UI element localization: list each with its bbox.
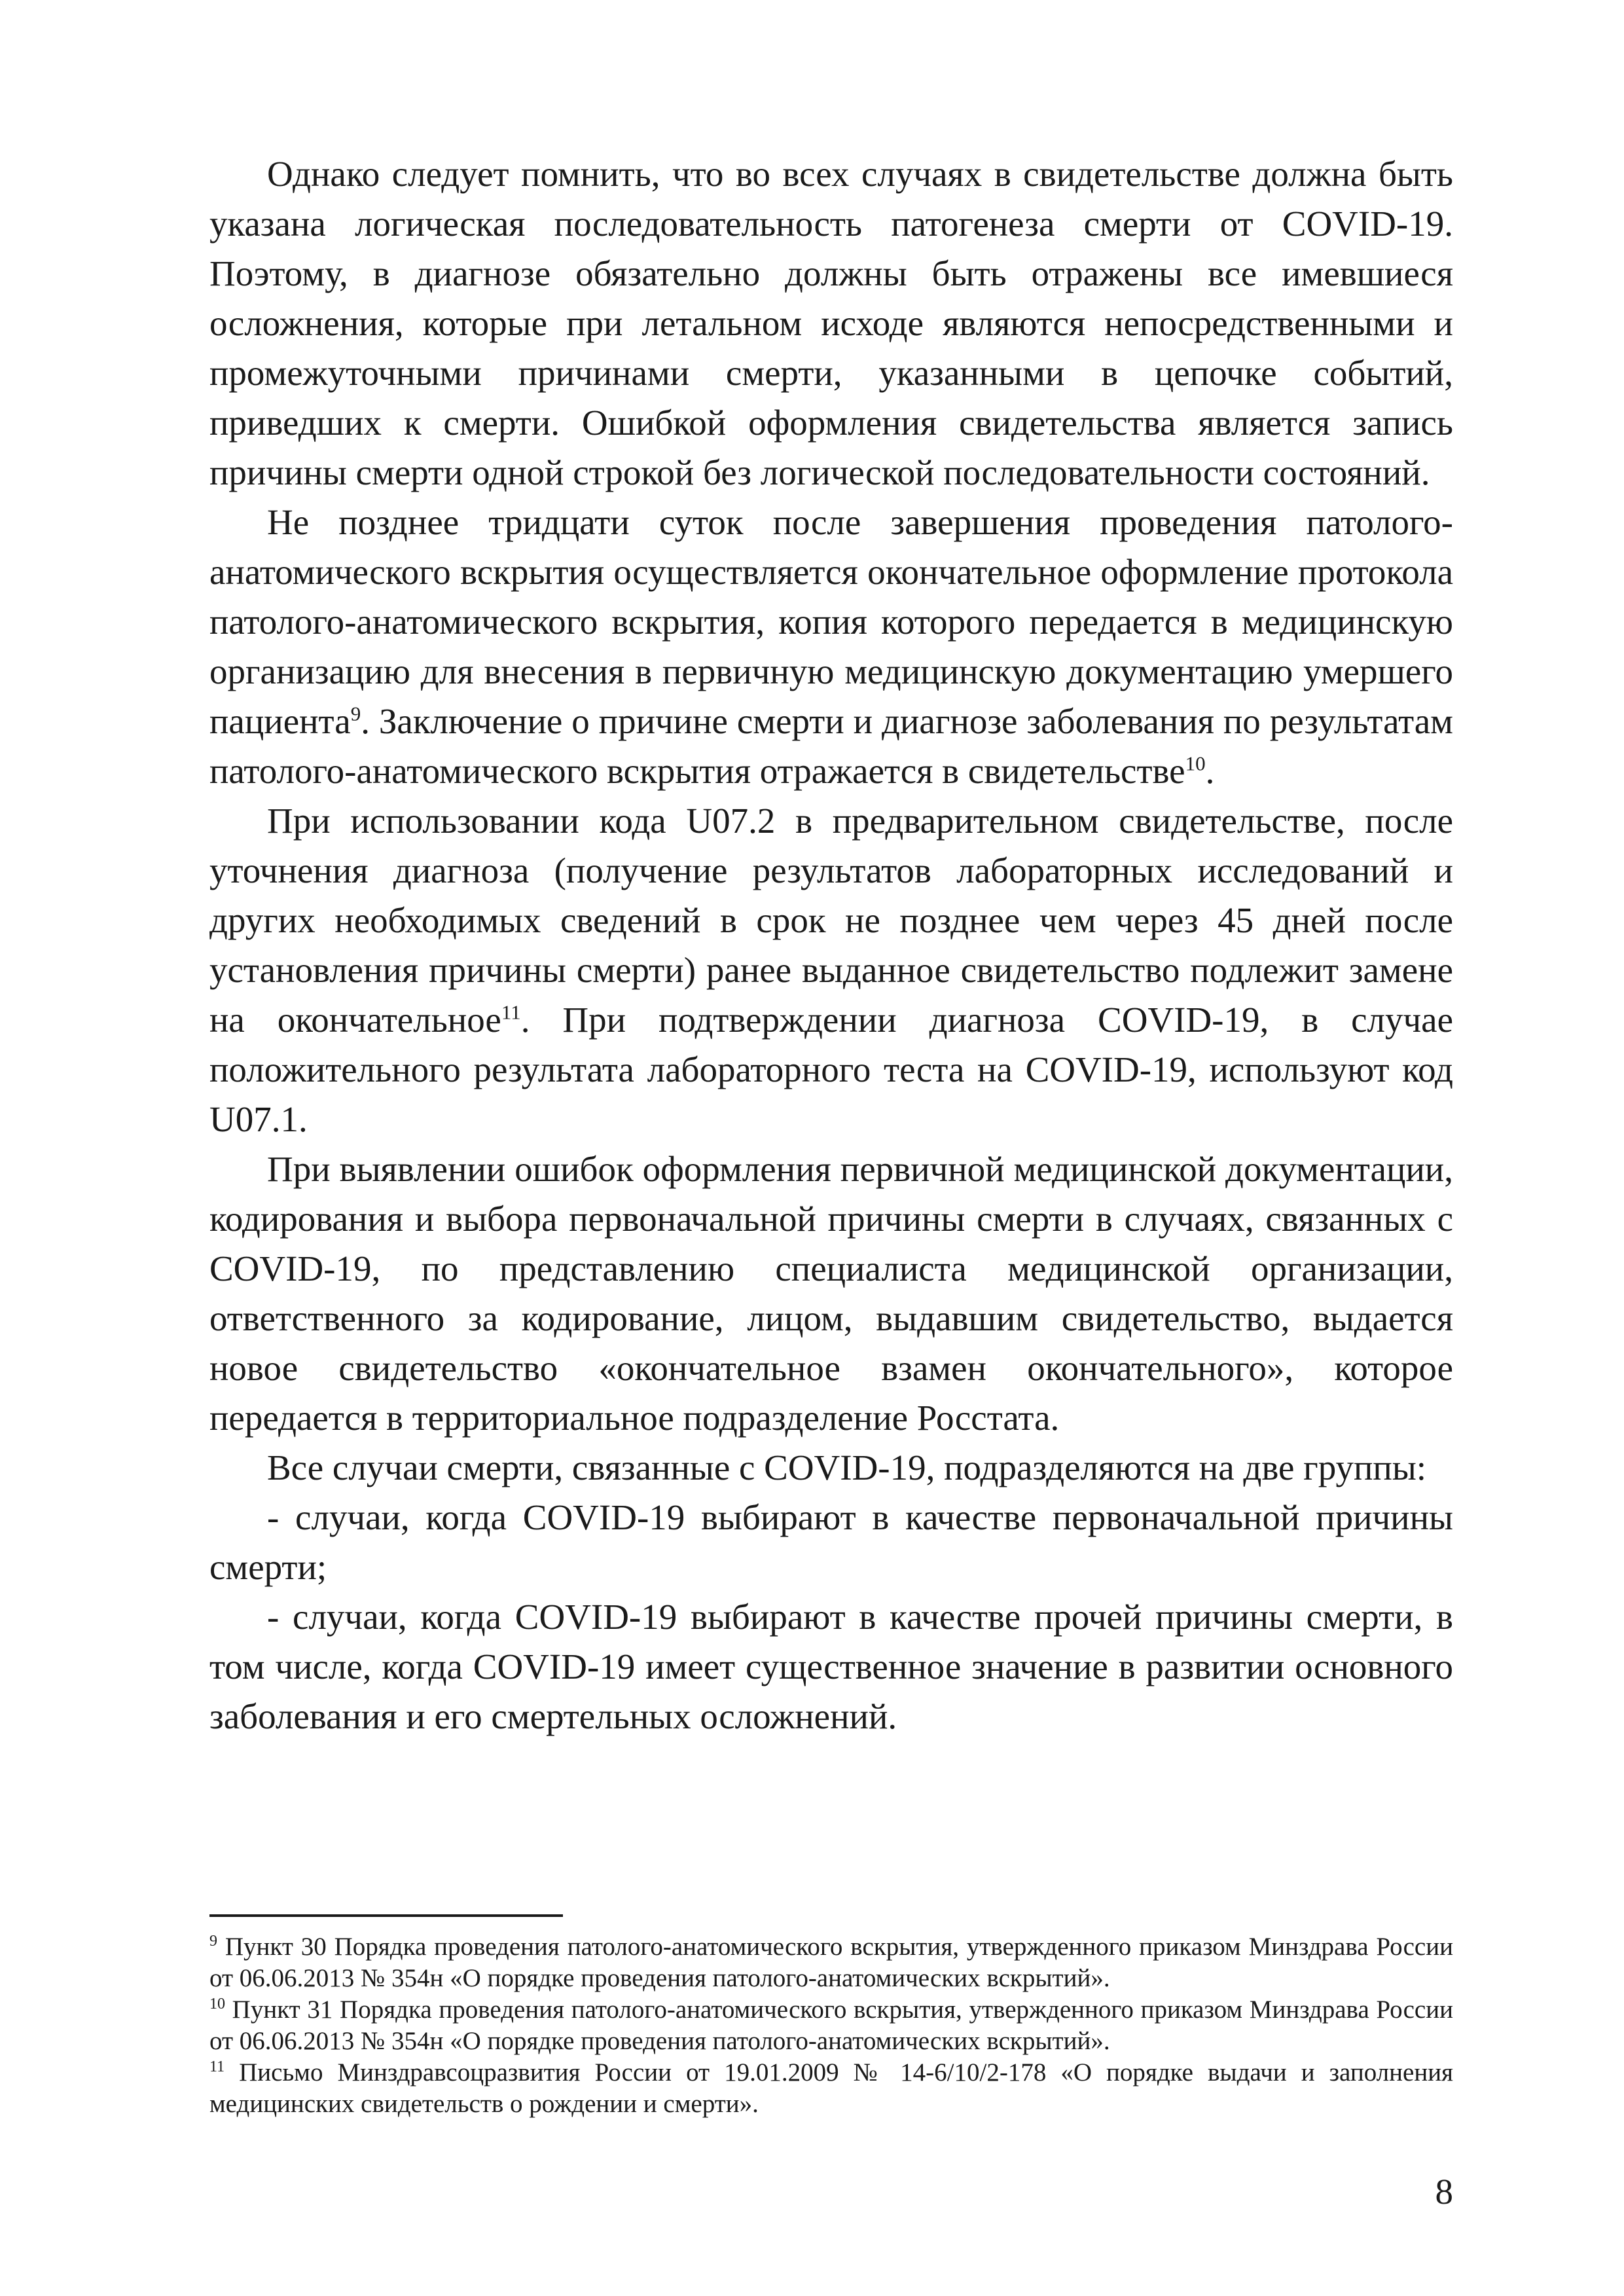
footnote-11-text: Письмо Минздравсоцразвития России от 19.01.2009 № 14-6/10/2-178 «О порядке выдачи и заполнения медицинских свидетельств о рождении и смерти». [209,2058,1453,2118]
paragraph-autopsy-protocol [209,498,1453,796]
code-text-part-1: При использовании кода U07.2 в предварительном свидетельстве, после уточнения диагноза (получение результатов лабораторных исследований и других необходимых сведений в срок не позднее чем через 45 дней после установления причины смерти) ранее выданное свидетельство подлежит замене на окончательное [209,801,1453,1040]
paragraph-death-certificate-logic: Однако следует помнить, что во всех случаях в свидетельстве должна быть указана логическая последовательность патогенеза смерти от COVID-19. Поэтому, в диагнозе обязательно должны быть отражены все имевшиеся осложнения, которые при летальном исходе являются непосредственными и промежуточными причинами смерти, указанными в цепочке событий, приведших к смерти. Ошибкой оформления свидетельства является запись причины смерти одной строкой без логической последовательности состояний. [209,154,1453,492]
autopsy-text-end: . [1205,751,1215,791]
autopsy-text-part-2: . Заключение о причине смерти и диагнозе заболевания по результатам патолого-анатомического вскрытия отражается в свидетельстве [209,701,1453,791]
footnote-ref-11: 11 [501,1000,521,1024]
footnotes [209,1931,1453,2120]
list-item-initial-cause: - случаи, когда COVID-19 выбирают в качестве первоначальной причины смерти; [209,1497,1453,1587]
footnote-11-number: 11 [209,2058,225,2075]
code-text-end: . При подтверждении диагноза COVID-19, в случае положительного результата лабораторного теста на COVID-19, используют код U07.1. [209,1000,1453,1139]
footnote-10 [209,1994,1453,2057]
footnote-9 [209,1931,1453,1994]
paragraph-code-u072 [209,796,1453,1144]
page-number: 8 [1435,2172,1453,2212]
footnote-11 [209,2057,1453,2120]
footnote-ref-9: 9 [350,702,361,725]
autopsy-text-part-1: Не позднее тридцати суток после завершения проведения патолого-анатомического вскрытия осуществляется окончательное оформление протокола патолого-анатомического вскрытия, копия которого передается в медицинскую организацию для внесения в первичную медицинскую документацию умершего пациента [209,502,1453,741]
body-text [209,149,1453,1741]
document-page [209,149,1453,2238]
footnote-9-text: Пункт 30 Порядка проведения патолого-анатомического вскрытия, утвержденного приказом Минздрава России от 06.06.2013 № 354н «О порядке проведения патолого-анатомических вскрытий». [209,1933,1453,1992]
paragraph-error-correction: При выявлении ошибок оформления первичной медицинской документации, кодирования и выбора первоначальной причины смерти в случаях, связанных с COVID-19, по представлению специалиста медицинской организации, ответственного за кодирование, лицом, выдавшим свидетельство, выдается новое свидетельство «окончательное взамен окончательного», которое передается в территориальное подразделение Росстата. [209,1149,1453,1438]
footnote-10-number: 10 [209,1995,225,2013]
footnote-ref-10: 10 [1185,752,1206,775]
footnote-separator [209,1914,563,1917]
paragraph-death-groups-intro: Все случаи смерти, связанные с COVID-19, подразделяются на две группы: [267,1448,1427,1487]
footnote-10-text: Пункт 31 Порядка проведения патолого-анатомического вскрытия, утвержденного приказом Минздрава России от 06.06.2013 № 354н «О порядке проведения патолого-анатомических вскрытий». [209,1995,1453,2055]
list-item-other-cause: - случаи, когда COVID-19 выбирают в качестве прочей причины смерти, в том числе, когда COVID-19 имеет существенное значение в развитии основного заболевания и его смертельных осложнений. [209,1597,1453,1736]
footnote-9-number: 9 [209,1933,217,1950]
